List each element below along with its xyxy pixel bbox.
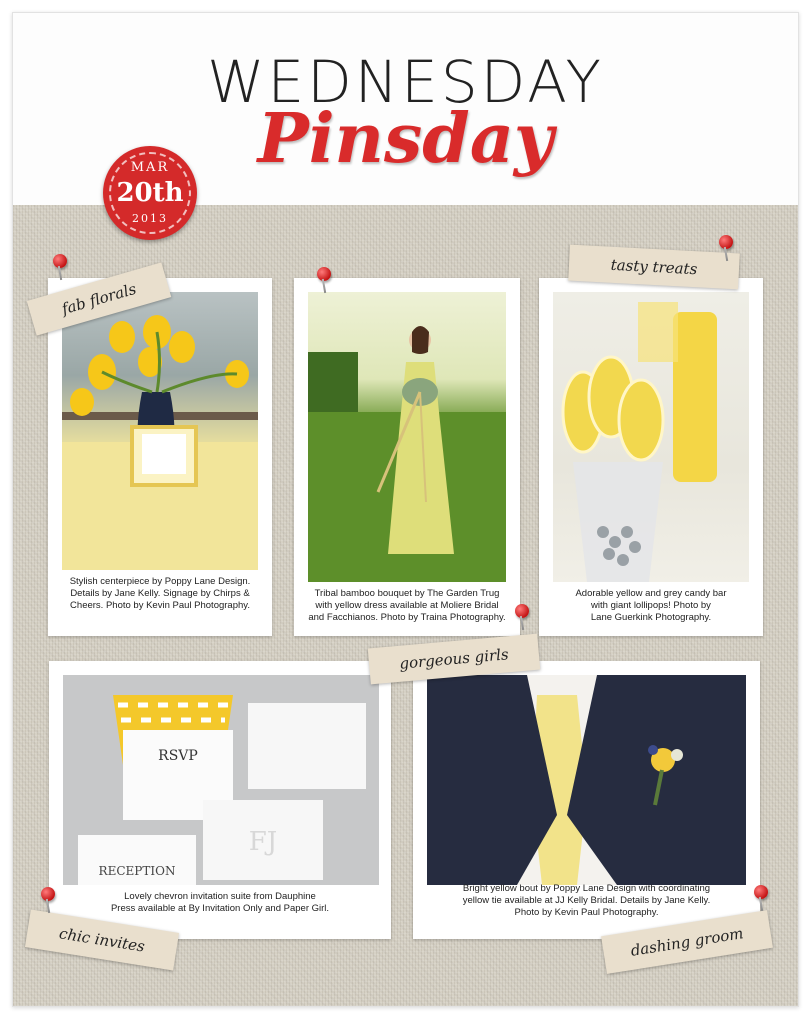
caption-dashing-groom [421,883,752,919]
caption-line: yellow tie available at JJ Kelly Bridal. Details by Jane Kelly. [462,895,711,906]
rsvp-text: RSVP [158,748,198,764]
date-badge [103,146,197,240]
card-fab-florals[interactable] [48,278,272,636]
photo-bride [308,292,506,582]
centerpiece-illustration [62,292,258,570]
tag-dashing-groom: dashing groom [601,910,773,974]
caption-line: Cheers. Photo by Kevin Paul Photography. [70,600,250,611]
pushpin-icon [515,604,529,618]
photo-centerpiece [62,292,258,570]
caption-line: Lane Guerkink Photography. [590,612,712,623]
photo-invitations [63,675,379,885]
page-frame [12,12,799,1007]
tag-chic-invites: chic invites [25,910,179,971]
caption-fab-florals [56,576,264,612]
caption-line: Details by Jane Kelly. Signage by Chirps & [70,588,250,599]
caption-line: Lovely chevron invitation suite from Dauphine [124,891,316,902]
caption-bride [302,588,512,624]
title-pinsday: Pinsday [257,99,554,179]
card-chic-invites[interactable] [49,661,391,939]
tag-tasty-treats: tasty treats [568,245,740,290]
caption-chic-invites [57,891,383,915]
date-day: 20th [116,178,184,208]
photo-groom [427,675,746,885]
card-dashing-groom[interactable] [413,661,760,939]
invitations-illustration [63,675,379,885]
reception-text: RECEPTION [98,864,176,878]
card-tasty-treats[interactable] [539,278,763,636]
caption-line: Press available at By Invitation Only and Paper Girl. [110,903,330,914]
tag-gorgeous-girls: gorgeous girls [368,634,540,685]
photo-candy-bar [553,292,749,582]
caption-line: with yellow dress available at Moliere Bridal [315,600,499,611]
monogram-text: FJ [248,827,278,857]
pushpin-icon [53,254,67,268]
groom-illustration [427,675,746,885]
pushpin-icon [754,885,768,899]
caption-line: Adorable yellow and grey candy bar [575,588,727,599]
card-bride[interactable] [294,278,520,636]
pushpin-icon [317,267,331,281]
pushpin-icon [41,887,55,901]
date-year: 2013 [132,212,168,225]
date-month: MAR [130,160,170,175]
tag-fab-florals: fab florals [27,262,171,335]
caption-line: Photo by Kevin Paul Photography. [514,907,659,918]
caption-line: Stylish centerpiece by Poppy Lane Design. [69,576,251,587]
caption-line: Bright yellow bout by Poppy Lane Design with coordinating [462,883,711,894]
pushpin-icon [719,235,733,249]
title-wednesday: WEDNESDAY [207,48,604,116]
caption-line: Tribal bamboo bouquet by The Garden Trug [314,588,500,599]
caption-line: and Facchianos. Photo by Traina Photography. [308,612,506,623]
bride-illustration [308,292,506,582]
candy-illustration [553,292,749,582]
caption-tasty-treats [547,588,755,624]
caption-line: with giant lollipops! Photo by [591,600,711,611]
